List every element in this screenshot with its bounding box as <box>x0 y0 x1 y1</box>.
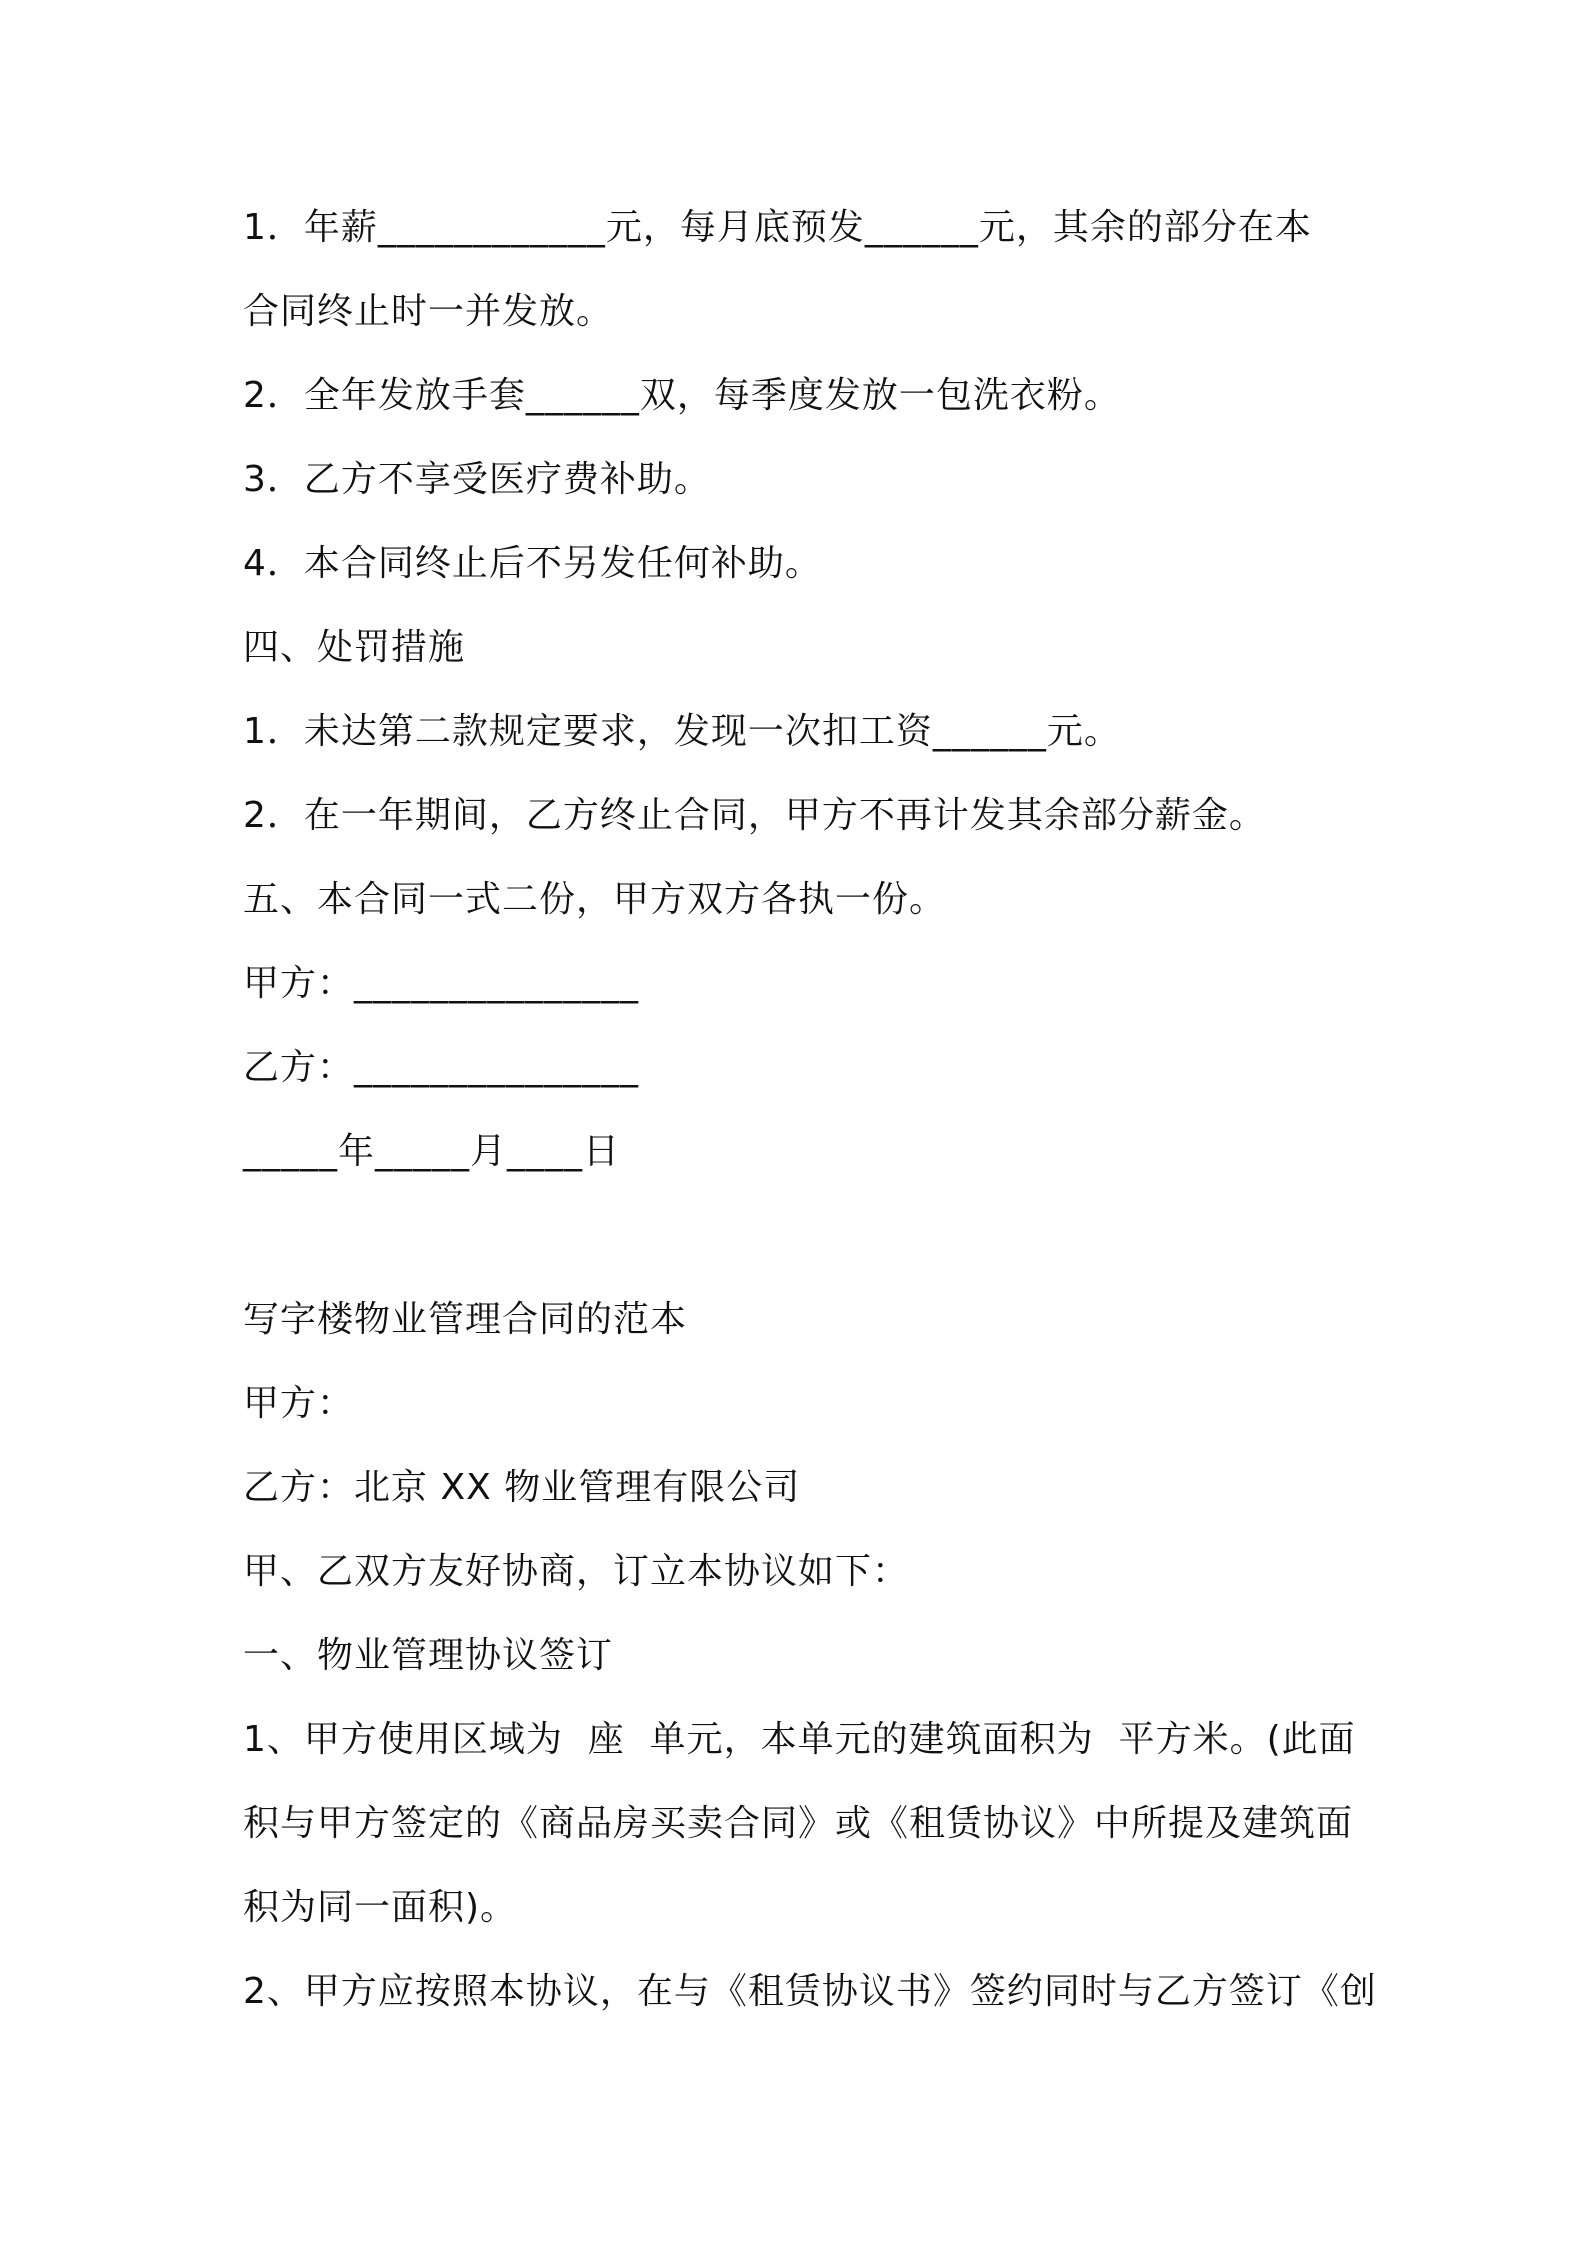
clause-1-line-2: 积与甲方签定的《商品房买卖合同》或《租赁协议》中所提及建筑面 <box>243 1803 1354 1844</box>
date-line: _____年_____月____日 <box>243 1131 621 1172</box>
penalty-heading: 四、处罚措施 <box>243 627 466 668</box>
salary-clause-line-2: 合同终止时一并发放。 <box>243 291 614 332</box>
penalty-clause-1: 1．未达第二款规定要求，发现一次扣工资______元。 <box>243 711 1121 752</box>
clause-1-line-1: 1、甲方使用区域为 座 单元，本单元的建筑面积为 平方米。(此面 <box>243 1719 1356 1760</box>
party-b-signature-line: 乙方：_______________ <box>243 1047 640 1088</box>
section-heading-1: 一、物业管理协议签订 <box>243 1635 614 1676</box>
clause-2-line-1: 2、甲方应按照本协议，在与《租赁协议书》签约同时与乙方签订《创 <box>243 1971 1377 2012</box>
copies-clause: 五、本合同一式二份，甲方双方各执一份。 <box>243 879 947 920</box>
gloves-clause: 2．全年发放手套______双，每季度发放一包洗衣粉。 <box>243 375 1121 416</box>
medical-clause: 3．乙方不享受医疗费补助。 <box>243 459 711 500</box>
salary-clause-line-1: 1．年薪____________元，每月底预发______元，其余的部分在本 <box>243 207 1312 248</box>
party-a-signature-line: 甲方：_______________ <box>243 963 640 1004</box>
contract-intro: 甲、乙双方友好协商，订立本协议如下： <box>243 1551 910 1592</box>
clause-1-line-3: 积为同一面积)。 <box>243 1887 518 1928</box>
contract-title: 写字楼物业管理合同的范本 <box>243 1299 688 1340</box>
no-subsidy-clause: 4．本合同终止后不另发任何补助。 <box>243 543 822 584</box>
contract-party-a: 甲方： <box>243 1383 355 1424</box>
contract-party-b: 乙方：北京 XX 物业管理有限公司 <box>243 1467 801 1508</box>
penalty-clause-2: 2．在一年期间，乙方终止合同，甲方不再计发其余部分薪金。 <box>243 795 1266 836</box>
